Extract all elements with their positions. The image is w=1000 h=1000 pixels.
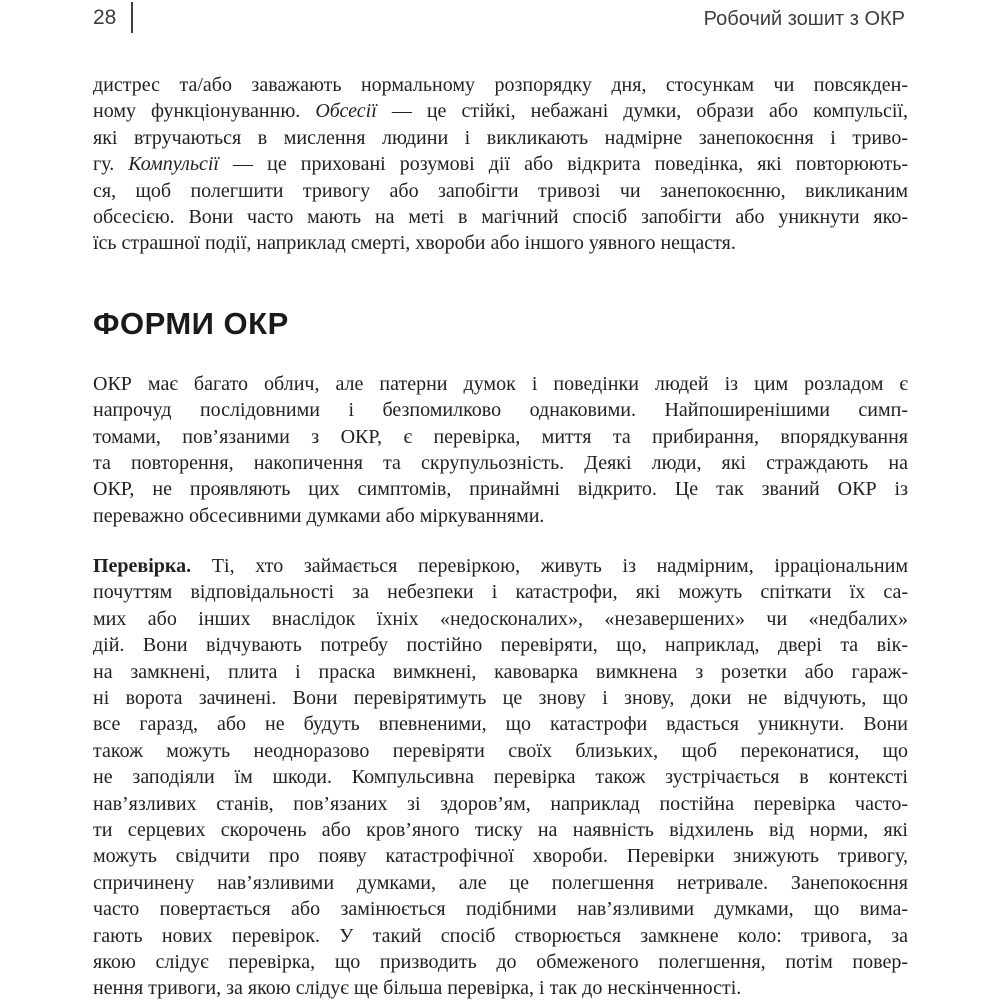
text-line [93,896,908,922]
text-run: які втручаються в мислення людини і викликають надмірне занепокоєння і триво- [93,126,908,149]
text-line [93,606,908,632]
text-line [93,125,908,151]
text-line [93,204,908,230]
running-title: Робочий зошит з ОКР [703,8,905,30]
text-run: все гаразд, або не будуть впевненими, що катастрофи вдасться уникнути. Вони [93,713,908,736]
text-run: також можуть неодноразово перевіряти своїх близьких, щоб переконатися, що [93,739,908,762]
text-run: дій. Вони відчувають потребу постійно перевіряти, що, наприклад, двері та вік- [93,634,908,657]
text-run: нення тривоги, за якою слідує ще більша перевірка, і так до нескінченності. [93,977,742,1000]
text-line [93,949,908,975]
page-content [93,72,908,1000]
header-divider [131,2,133,33]
text-run: ОКР, не проявляють цих симптомів, принаймні відкрито. Це так званий ОКР із [93,478,908,501]
running-header [0,0,1000,40]
text-run: напрочуд послідовними і безпомилково однаковими. Найпоширенішими симп- [93,399,908,422]
text-line [93,503,908,529]
text-run: — це приховані розумові дії або відкрита поведінка, які повторюють- [218,153,908,176]
text-line [93,178,908,204]
text-line [93,230,908,256]
text-run: їсь страшної події, наприклад смерті, хвороби або іншого уявного нещастя. [93,232,736,255]
paragraph-intro-continued [93,72,908,257]
text-run: Ті, хто займається перевіркою, живуть із надмірним, ірраціональним [191,555,908,578]
text-run: переважно обсесивними думками або міркуваннями. [93,504,545,527]
text-run: якою слідує перевірка, що призводить до обмеженого полегшення, потім повер- [93,950,908,973]
text-line [93,817,908,843]
paragraph-checking [93,553,908,1000]
text-run: ОКР має багато облич, але патерни думок і поведінки людей із цим розладом є [93,372,908,395]
text-line [93,843,908,869]
text-run: часто повертається або замінюється подібними нав’язливими думками, що вима- [93,898,908,921]
text-run: та повторення, накопичення та скрупульозність. Деякі люди, які страждають на [93,451,908,474]
text-run: дистрес та/або заважають нормальному розпорядку дня, стосункам чи повсякден- [93,74,908,96]
text-line [93,738,908,764]
text-line [93,151,908,177]
text-line [93,764,908,790]
text-run: ні ворота зачинені. Вони перевірятимуть це знову і знову, доки не відчують, що [93,687,908,710]
text-run: мих або інших внаслідок їхніх «недосконалих», «незавершених» чи «недбалих» [93,607,908,630]
text-line [93,791,908,817]
italic-run: Компульсії [128,153,219,176]
text-run: не заподіяли їм шкоди. Компульсивна перевірка також зустрічається в контексті [93,766,908,789]
text-run: обсесією. Вони часто мають на меті в магічний спосіб запобігти або уникнути яко- [93,205,908,228]
text-line [93,659,908,685]
text-run: ся, щоб полегшити тривогу або запобігти тривозі чи занепокоєнню, викликаним [93,179,908,202]
text-run: ти серцевих скорочень або кров’яного тиску на наявність відхилень від норми, які [93,818,908,841]
text-line [93,476,908,502]
text-run: почуттям відповідальності за небезпеки і катастрофи, які можуть спіткати їх са- [93,581,908,604]
text-run: гають нових перевірок. У такий спосіб створюється замкнене коло: тривога, за [93,924,908,947]
text-line [93,98,908,124]
text-line [93,975,908,1000]
italic-run: Обсесії [315,100,377,123]
page-number: 28 [93,6,117,29]
text-line [93,397,908,423]
text-line [93,685,908,711]
text-line [93,870,908,896]
bold-run: Перевірка. [93,555,192,578]
paragraph-ocd-patterns [93,371,908,529]
text-line [93,424,908,450]
section-heading-forms-of-ocd: ФОРМИ ОКР [93,305,289,341]
text-line [93,923,908,949]
text-run: на замкнені, плита і праска вимкнені, кавоварка вимкнена з розетки або гараж- [93,660,908,683]
text-line [93,450,908,476]
text-line [93,553,908,579]
text-run: спричинену нав’язливими думками, але це полегшення нетривале. Занепокоєння [93,871,908,894]
text-run: гу. [93,153,129,176]
text-run: можуть свідчити про появу катастрофічної хвороби. Перевірки знижують тривогу, [93,845,908,868]
text-run: нав’язливих станів, пов’язаних зі здоров’ям, наприклад постійна перевірка часто- [93,792,908,815]
text-line [93,711,908,737]
text-run: томами, пов’язаними з ОКР, є перевірка, миття та прибирання, впорядкування [93,425,908,448]
text-line [93,371,908,397]
text-line [93,72,908,98]
text-line [93,632,908,658]
text-run: — це стійкі, небажані думки, образи або компульсії, [376,100,908,123]
text-line [93,579,908,605]
text-run: ному функціонуванню. [93,100,316,123]
